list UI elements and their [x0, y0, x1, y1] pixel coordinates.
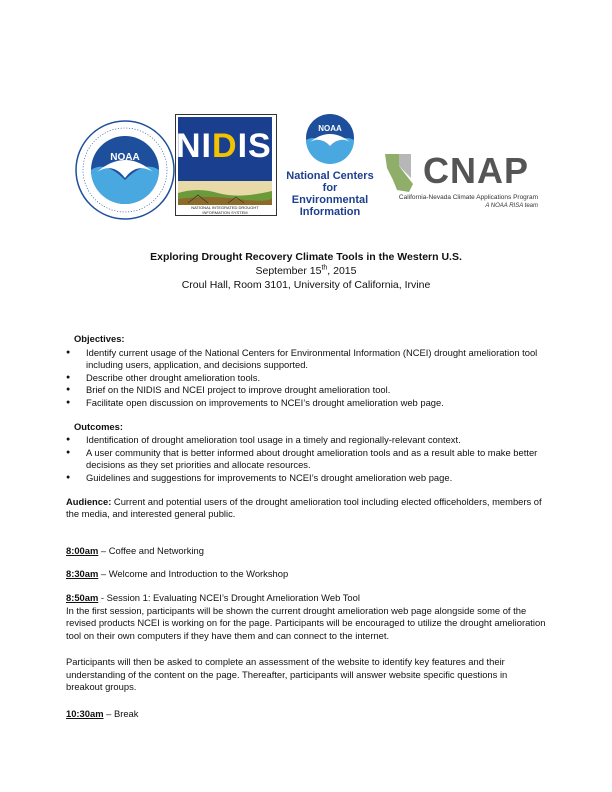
nidis-wordmark: NIDIS — [176, 127, 272, 165]
agenda-session1-heading: 8:50am - Session 1: Evaluating NCEI’s Drought Amelioration Web Tool — [66, 591, 360, 603]
outcomes-list — [66, 434, 546, 484]
cnap-logo — [383, 150, 538, 212]
outcomes-heading: Outcomes: — [74, 420, 123, 432]
list-item: ● Identify current usage of the National Centers for Environmental Information (NCEI) drought amelioration tool including users, application, and decisions supported. — [66, 347, 546, 372]
list-item: ● Identification of drought amelioration tool usage in a timely and regionally-relevant context. — [66, 434, 546, 447]
cnap-wordmark: CNAP — [423, 150, 530, 191]
list-item: ● Facilitate open discussion on improvements to NCEI’s drought amelioration web page. — [66, 397, 546, 410]
title-block — [0, 250, 612, 292]
event-date: September 15th, 2015 — [255, 264, 357, 277]
logo-row — [0, 112, 612, 222]
document-body — [66, 333, 546, 721]
nidis-caption: NATIONAL INTEGRATED DROUGHT INFORMATION SYSTEM — [191, 205, 259, 215]
ncei-logo — [280, 112, 380, 220]
cnap-subtagline: A NOAA RISA team — [485, 203, 538, 209]
nidis-logo — [175, 114, 277, 216]
agenda-session1-paragraph-1: In the first session, participants will be shown the current drought amelioration web page alongside some of the revised products NCEI is working on for the page. Participants will be encouraged to utilize the drought amelioration tool on their own computers if they have them and can connect to the internet. — [66, 604, 546, 641]
objectives-list — [66, 347, 546, 410]
cnap-tagline: California-Nevada Climate Applications Program — [398, 194, 538, 201]
list-item: ● Brief on the NIDIS and NCEI project to improve drought amelioration tool. — [66, 384, 546, 397]
agenda-welcome: 8:30am – Welcome and Introduction to the Workshop — [66, 568, 289, 580]
nidis-landscape-art — [178, 181, 272, 205]
ncei-wordmark: National Centers for Environmental Information — [286, 170, 374, 218]
objectives-heading: Objectives: — [74, 333, 125, 344]
ca-nv-map-icon — [383, 150, 423, 194]
document-title: Exploring Drought Recovery Climate Tools in the Western U.S. — [150, 251, 462, 263]
list-item: ● Describe other drought amelioration tools. — [66, 372, 546, 385]
agenda-break: 10:30am – Break — [66, 708, 139, 720]
svg-text:NOAA: NOAA — [318, 124, 342, 133]
agenda-coffee: 8:00am – Coffee and Networking — [66, 544, 204, 556]
svg-text:NOAA: NOAA — [110, 152, 140, 163]
noaa-seal-logo — [75, 120, 175, 220]
list-item: ● A user community that is better informed about drought amelioration tools and as a result able to make better decisions as they set priorities and allocate resources. — [66, 447, 546, 472]
audience-paragraph: Audience: Current and potential users of the drought amelioration tool including elected officeholders, members of the media, and interested general public. — [66, 495, 542, 520]
event-location: Croul Hall, Room 3101, University of California, Irvine — [181, 279, 431, 291]
list-item: ● Guidelines and suggestions for improvements to NCEI’s drought amelioration web page. — [66, 472, 546, 485]
agenda-session1-paragraph-2: Participants will then be asked to complete an assessment of the website to identify key features and their understanding of the content on the page. Thereafter, participants will answer website specific questions in breakout groups. — [66, 656, 508, 693]
